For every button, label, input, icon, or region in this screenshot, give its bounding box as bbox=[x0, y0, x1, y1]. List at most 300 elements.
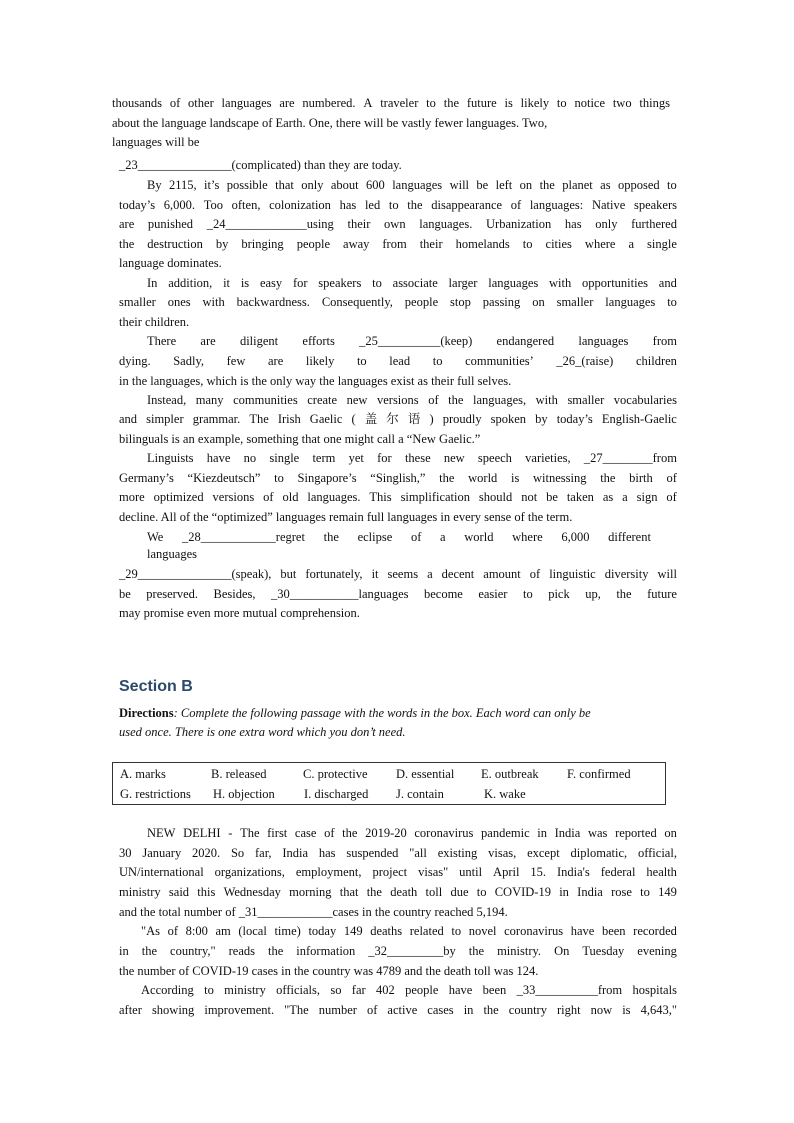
passage-line-blank-25 bbox=[147, 333, 677, 349]
word-option: G. restrictions bbox=[120, 787, 191, 801]
directions-line: used once. There is one extra word which you don’t need. bbox=[119, 725, 406, 739]
word: easier bbox=[478, 587, 508, 601]
word: "The bbox=[284, 1003, 309, 1017]
word: the bbox=[407, 198, 423, 212]
word: as bbox=[600, 178, 611, 192]
word: from bbox=[652, 334, 677, 348]
section-title: Section B bbox=[119, 678, 193, 695]
word: except bbox=[527, 846, 560, 860]
word: showing bbox=[151, 1003, 195, 1017]
word: to bbox=[204, 983, 214, 997]
word: toll bbox=[425, 885, 443, 899]
word: Urbanization bbox=[486, 217, 552, 231]
word: pandemic bbox=[481, 826, 530, 840]
word: traveler bbox=[380, 96, 419, 110]
word: varieties, bbox=[525, 451, 571, 465]
word: "As bbox=[141, 924, 160, 938]
word: amount bbox=[483, 567, 521, 581]
word: versions bbox=[212, 490, 255, 504]
word: “Kiezdeutsch” bbox=[187, 471, 261, 485]
word: visas" bbox=[418, 865, 449, 879]
word: of bbox=[666, 471, 677, 485]
word: the bbox=[539, 178, 555, 192]
word: people bbox=[404, 295, 439, 309]
word: and bbox=[119, 412, 138, 426]
word: be bbox=[476, 178, 489, 192]
word: to bbox=[432, 354, 443, 368]
word: On bbox=[554, 944, 570, 958]
word: in bbox=[559, 885, 569, 899]
word: health bbox=[646, 865, 677, 879]
word: According bbox=[141, 983, 194, 997]
word: languages bbox=[488, 276, 539, 290]
word: reads bbox=[228, 944, 255, 958]
word: only bbox=[595, 217, 618, 231]
word: many bbox=[195, 393, 224, 407]
passage-line bbox=[119, 236, 677, 252]
word: Gaelic bbox=[309, 412, 343, 426]
word: to bbox=[667, 295, 677, 309]
word: to bbox=[372, 276, 382, 290]
word-option: E. outbreak bbox=[481, 767, 539, 781]
passage-line: decline. All of the “optimized” languages remain full languages in every sense of the term. bbox=[119, 510, 573, 524]
word: Irish bbox=[277, 412, 301, 426]
word: Wednesday bbox=[223, 885, 281, 899]
word: pick bbox=[548, 587, 570, 601]
word: suspended bbox=[346, 846, 399, 860]
word: to bbox=[522, 237, 533, 251]
word: “Singlish,” bbox=[370, 471, 426, 485]
word: fortunately, bbox=[305, 567, 363, 581]
word: smaller bbox=[567, 393, 605, 407]
word: _29_______________(speak), bbox=[119, 567, 272, 581]
word: sign bbox=[636, 490, 658, 504]
word: There bbox=[147, 334, 177, 348]
passage-line-blank-24 bbox=[119, 216, 677, 232]
word: to bbox=[388, 198, 399, 212]
word: 149 bbox=[658, 885, 677, 899]
word: things bbox=[639, 96, 670, 110]
word: said bbox=[168, 885, 190, 899]
word: related bbox=[409, 924, 444, 938]
word: a bbox=[427, 567, 433, 581]
word: vocabularies bbox=[613, 393, 677, 407]
word: visas, bbox=[488, 846, 517, 860]
word: where bbox=[584, 237, 616, 251]
word: thousands bbox=[112, 96, 162, 110]
word: where bbox=[512, 530, 543, 544]
passage-line: bilinguals is an example, something that one might call a “New Gaelic.” bbox=[119, 432, 481, 446]
word: future bbox=[647, 587, 677, 601]
word: is bbox=[622, 1003, 631, 1017]
passage-line-blank-28 bbox=[147, 529, 651, 545]
word: be bbox=[119, 587, 131, 601]
word: been bbox=[601, 924, 626, 938]
word: morning bbox=[289, 885, 332, 899]
passage-line-blank-23: _23_______________(complicated) than they are today. bbox=[119, 158, 402, 172]
word: dying. bbox=[119, 354, 151, 368]
passage-line: in the languages, which is the only way the languages exist as their full selves. bbox=[119, 374, 512, 388]
word: backwardness. bbox=[236, 295, 310, 309]
word: the bbox=[323, 530, 339, 544]
word: due bbox=[450, 885, 469, 899]
word: is bbox=[504, 96, 513, 110]
word: opposed bbox=[617, 178, 660, 192]
word: are bbox=[279, 96, 295, 110]
passage-b-line bbox=[119, 864, 677, 880]
word: to bbox=[426, 96, 436, 110]
word: single bbox=[269, 451, 300, 465]
word: Native bbox=[591, 198, 626, 212]
word: away bbox=[343, 237, 370, 251]
word: federal bbox=[600, 865, 636, 879]
word-option: F. confirmed bbox=[567, 767, 631, 781]
word: ministry bbox=[224, 983, 266, 997]
word: yet bbox=[348, 451, 364, 465]
passage-b-line bbox=[147, 825, 677, 841]
word: these bbox=[404, 451, 431, 465]
word: from bbox=[382, 237, 407, 251]
word-option: A. marks bbox=[120, 767, 166, 781]
word-option: C. protective bbox=[303, 767, 368, 781]
word: today’s bbox=[556, 412, 593, 426]
word: will bbox=[657, 567, 677, 581]
word: term bbox=[312, 451, 336, 465]
word: today’s bbox=[119, 198, 156, 212]
word: lead bbox=[389, 354, 411, 368]
word: has bbox=[318, 846, 336, 860]
passage-line-blank-29 bbox=[119, 566, 677, 582]
word: country," bbox=[170, 944, 216, 958]
word: communities bbox=[233, 393, 298, 407]
word-option: I. discharged bbox=[304, 787, 369, 801]
word: associate bbox=[392, 276, 438, 290]
word: speech bbox=[477, 451, 512, 465]
word: India bbox=[282, 846, 309, 860]
word: people bbox=[405, 983, 439, 997]
word: be bbox=[546, 490, 558, 504]
word: novel bbox=[468, 924, 497, 938]
word: communities’ bbox=[465, 354, 534, 368]
word: case bbox=[294, 826, 317, 840]
word: in bbox=[463, 1003, 474, 1017]
word: right bbox=[556, 1003, 581, 1017]
word: The bbox=[240, 826, 260, 840]
word: of bbox=[169, 96, 181, 110]
word: few bbox=[226, 354, 246, 368]
word: Instead, bbox=[147, 393, 187, 407]
word: a bbox=[622, 490, 628, 504]
word: furthered bbox=[631, 217, 677, 231]
word: recorded bbox=[633, 924, 677, 938]
word: smaller bbox=[119, 295, 156, 309]
word: India's bbox=[556, 865, 590, 879]
word: the bbox=[439, 471, 455, 485]
word: far, bbox=[255, 846, 272, 860]
word: evening bbox=[637, 944, 677, 958]
passage-line: language dominates. bbox=[119, 256, 222, 270]
word: that bbox=[275, 178, 294, 192]
word: today bbox=[308, 924, 337, 938]
word: likely bbox=[305, 354, 335, 368]
word: become bbox=[423, 587, 463, 601]
word: simpler bbox=[146, 412, 184, 426]
word: the bbox=[468, 944, 485, 958]
word: was bbox=[587, 826, 608, 840]
word: on bbox=[664, 826, 677, 840]
word: are bbox=[119, 217, 135, 231]
word: time) bbox=[274, 924, 301, 938]
word: death bbox=[390, 885, 418, 899]
word: We bbox=[147, 530, 164, 544]
word: "all bbox=[409, 846, 427, 860]
passage-line-blank-26 bbox=[119, 353, 677, 369]
word: it bbox=[371, 567, 379, 581]
word: 402 bbox=[376, 983, 395, 997]
word: UN/international bbox=[119, 865, 204, 879]
word: Tuesday bbox=[582, 944, 625, 958]
word: active bbox=[387, 1003, 418, 1017]
word: children bbox=[635, 354, 677, 368]
word: are bbox=[200, 334, 216, 348]
word: with bbox=[535, 393, 558, 407]
word: _27________from bbox=[583, 451, 677, 465]
word: optimized bbox=[153, 490, 204, 504]
word: the bbox=[366, 885, 382, 899]
passage-line bbox=[147, 392, 677, 408]
word: COVID-19 bbox=[494, 885, 551, 899]
word: the bbox=[268, 944, 284, 958]
word: efforts bbox=[302, 334, 335, 348]
word: more bbox=[119, 490, 145, 504]
word: to bbox=[522, 587, 533, 601]
word: eclipse bbox=[357, 530, 393, 544]
passage-b-line-blank-32 bbox=[119, 943, 677, 959]
word: have bbox=[206, 451, 231, 465]
word: disappearance bbox=[431, 198, 503, 212]
word: India bbox=[577, 885, 603, 899]
word: ones bbox=[167, 295, 191, 309]
word: April bbox=[493, 865, 520, 879]
word: improvement. bbox=[204, 1003, 275, 1017]
word: endangered bbox=[496, 334, 555, 348]
word: coronavirus bbox=[414, 826, 474, 840]
word: two bbox=[612, 96, 632, 110]
word: not bbox=[521, 490, 538, 504]
word: of bbox=[529, 567, 541, 581]
word: So bbox=[230, 846, 245, 860]
word: to bbox=[556, 96, 567, 110]
word: Singapore’s bbox=[297, 471, 357, 485]
word: By bbox=[147, 178, 162, 192]
word: easy bbox=[259, 276, 283, 290]
word: languages bbox=[605, 295, 656, 309]
word: far bbox=[351, 983, 366, 997]
word: planet bbox=[562, 178, 593, 192]
word: their bbox=[419, 237, 443, 251]
word: with bbox=[549, 276, 572, 290]
word: of bbox=[263, 490, 274, 504]
word: first bbox=[267, 826, 288, 840]
word: 4,643," bbox=[640, 1003, 677, 1017]
word: _32_________by bbox=[368, 944, 456, 958]
word: future bbox=[466, 96, 497, 110]
word: ministry. bbox=[497, 944, 542, 958]
word: languages bbox=[578, 334, 629, 348]
word: languages, bbox=[473, 393, 527, 407]
word-option: D. essential bbox=[396, 767, 455, 781]
word: notice bbox=[574, 96, 606, 110]
word: preserved. bbox=[146, 587, 199, 601]
word: Besides, bbox=[213, 587, 256, 601]
word: A bbox=[363, 96, 373, 110]
word: country bbox=[508, 1003, 547, 1017]
passage-line bbox=[119, 489, 677, 505]
word: simplification bbox=[400, 490, 470, 504]
word: _26_(raise) bbox=[556, 354, 614, 368]
word: languages. bbox=[419, 217, 473, 231]
passage-line bbox=[147, 275, 677, 291]
word: now bbox=[590, 1003, 613, 1017]
word: birth bbox=[629, 471, 653, 485]
word: am bbox=[215, 924, 231, 938]
word: Germany’s bbox=[119, 471, 174, 485]
word: witnessing bbox=[533, 471, 587, 485]
word: the bbox=[483, 1003, 499, 1017]
word: a bbox=[628, 237, 635, 251]
word: cases bbox=[427, 1003, 454, 1017]
directions-line bbox=[119, 705, 677, 721]
word: on bbox=[532, 295, 545, 309]
word: the bbox=[600, 471, 616, 485]
word: decent bbox=[441, 567, 475, 581]
word: that bbox=[339, 885, 359, 899]
word: cities bbox=[545, 237, 572, 251]
passage-b-line bbox=[119, 884, 677, 900]
word: (local bbox=[238, 924, 267, 938]
passage-line bbox=[119, 411, 677, 427]
word: _25__________(keep) bbox=[359, 334, 473, 348]
word: 2020. bbox=[192, 846, 221, 860]
word: grammar. bbox=[192, 412, 241, 426]
word: This bbox=[369, 490, 392, 504]
word: of bbox=[510, 198, 522, 212]
word: ministry bbox=[119, 885, 161, 899]
word: English-Gaelic bbox=[601, 412, 677, 426]
directions-label: Directions bbox=[119, 706, 174, 720]
word: deaths bbox=[370, 924, 403, 938]
word: speakers bbox=[633, 198, 677, 212]
word: Consequently, bbox=[321, 295, 393, 309]
word: officials, bbox=[276, 983, 321, 997]
word: 6,000. bbox=[163, 198, 196, 212]
word: _30___________languages bbox=[271, 587, 409, 601]
passage-line bbox=[147, 177, 677, 193]
word: of bbox=[366, 1003, 378, 1017]
word: world bbox=[468, 471, 498, 485]
word: the bbox=[616, 587, 632, 601]
word: often, bbox=[231, 198, 261, 212]
word: led bbox=[364, 198, 381, 212]
word: number bbox=[318, 1003, 357, 1017]
word: the bbox=[141, 944, 158, 958]
word: likely bbox=[520, 96, 550, 110]
word: 6,000 bbox=[561, 530, 590, 544]
passage-line-blank-27 bbox=[147, 450, 677, 466]
word: 2019-20 bbox=[365, 826, 407, 840]
word: but bbox=[280, 567, 297, 581]
word: opportunities bbox=[582, 276, 648, 290]
word: existing bbox=[437, 846, 478, 860]
word: reported bbox=[615, 826, 657, 840]
word: ( bbox=[351, 412, 356, 426]
word: DELHI bbox=[183, 826, 221, 840]
word: up, bbox=[585, 587, 601, 601]
word: _24_____________using bbox=[206, 217, 334, 231]
word: colonization bbox=[269, 198, 331, 212]
passage-line: their children. bbox=[119, 315, 190, 329]
word: has bbox=[564, 217, 582, 231]
word: the bbox=[342, 826, 358, 840]
word-option: B. released bbox=[211, 767, 267, 781]
word: left bbox=[495, 178, 513, 192]
word: old bbox=[282, 490, 299, 504]
word-option: J. contain bbox=[396, 787, 444, 801]
word: the bbox=[119, 237, 135, 251]
word: languages: bbox=[529, 198, 584, 212]
word: by bbox=[215, 237, 229, 251]
word: single bbox=[647, 237, 677, 251]
word: 8:00 bbox=[185, 924, 208, 938]
passage-b-line bbox=[141, 923, 677, 939]
word: smaller bbox=[556, 295, 594, 309]
passage-line: may promise even more mutual comprehension. bbox=[119, 606, 360, 620]
word: until bbox=[459, 865, 483, 879]
passage-line bbox=[112, 95, 670, 111]
word: other bbox=[188, 96, 214, 110]
word: spoken bbox=[490, 412, 527, 426]
word: to bbox=[274, 471, 284, 485]
word: are bbox=[267, 354, 284, 368]
word: of bbox=[666, 490, 677, 504]
passage-line: languages will be bbox=[112, 135, 200, 149]
word: of bbox=[410, 530, 422, 544]
word: project bbox=[372, 865, 408, 879]
word: by bbox=[535, 412, 548, 426]
word: to bbox=[640, 885, 650, 899]
word: this bbox=[197, 885, 216, 899]
word: possible bbox=[226, 178, 268, 192]
word: own bbox=[384, 217, 406, 231]
word: languages bbox=[221, 96, 272, 110]
word: ) bbox=[429, 412, 434, 426]
word: January bbox=[142, 846, 182, 860]
word: stop bbox=[450, 295, 471, 309]
passage-b-line-blank-33 bbox=[141, 982, 677, 998]
word: hospitals bbox=[632, 983, 677, 997]
word: the bbox=[448, 393, 464, 407]
word: languages. bbox=[307, 490, 361, 504]
word: should bbox=[478, 490, 513, 504]
word: have bbox=[570, 924, 595, 938]
word: 15. bbox=[530, 865, 547, 879]
word: world bbox=[464, 530, 494, 544]
word: speakers bbox=[318, 276, 362, 290]
word: it’s bbox=[204, 178, 220, 192]
passage-b-line bbox=[119, 1002, 677, 1018]
word: to bbox=[667, 178, 677, 192]
passage-line-blank-30 bbox=[119, 586, 677, 602]
